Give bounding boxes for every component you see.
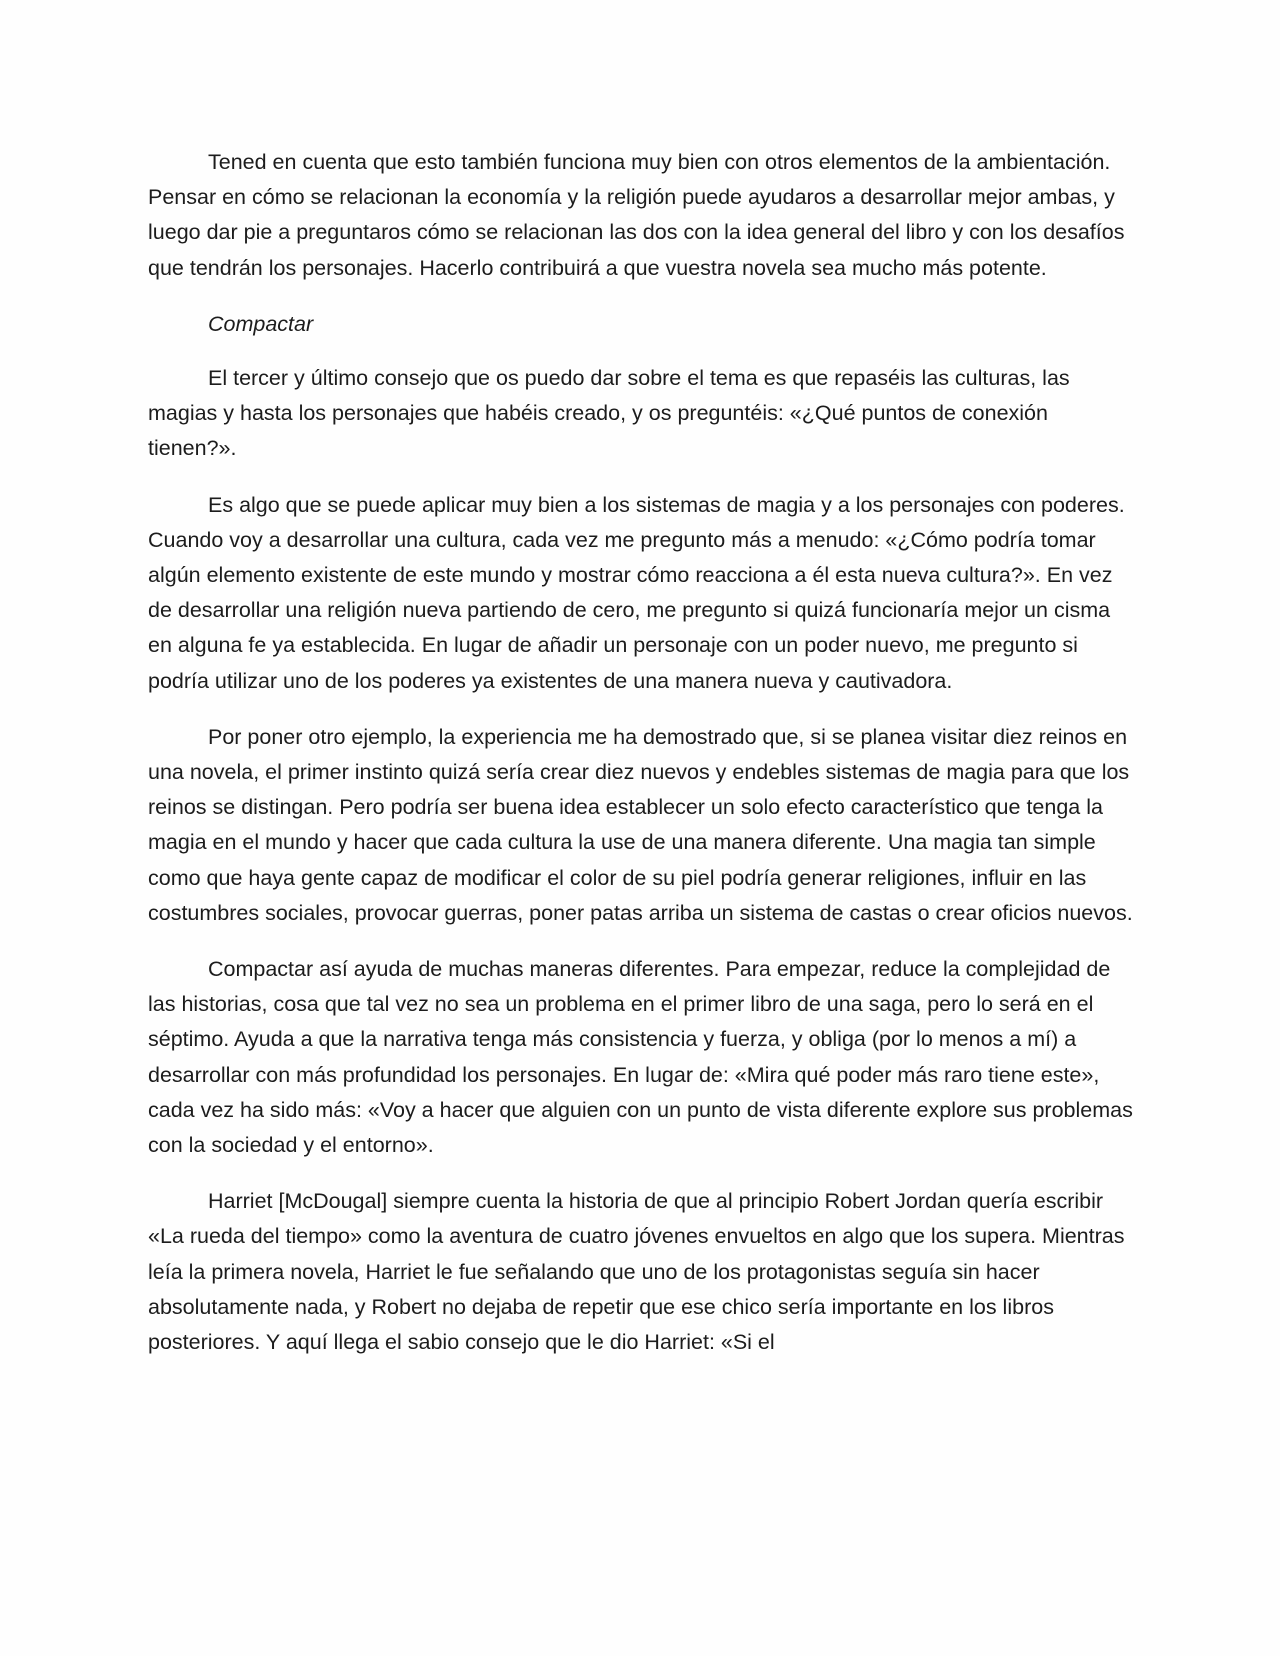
paragraph: Por poner otro ejemplo, la experiencia me ha demostrado que, si se planea visitar diez reinos en una novela, el primer instinto quizá sería crear diez nuevos y endebles sistemas de magia para que los reinos se distingan. Pero podría ser buena idea establecer un solo efecto característico que tenga la magia en el mundo y hacer que cada cultura la use de una manera diferente. Una magia tan simple como que haya gente capaz de modificar el color de su piel podría generar religiones, influir en las costumbres sociales, provocar guerras, poner patas arriba un sistema de castas o crear oficios nuevos. xyxy=(148,724,1133,925)
paragraph: Harriet [McDougal] siempre cuenta la historia de que al principio Robert Jordan quería escribir «La rueda del tiempo» como la aventura de cuatro jóvenes envueltos en algo que los supera. Mientras leía la primera novela, Harriet le fue señalando que uno de los protagonistas seguía sin hacer absolutamente nada, y Robert no dejaba de repetir que ese chico sería importante en los libros posteriores. Y aquí llega el sabio consejo que le dio Harriet: «Si el xyxy=(148,1189,1125,1355)
paragraph: Compactar así ayuda de muchas maneras diferentes. Para empezar, reduce la complejidad de las historias, cosa que tal vez no sea un problema en el primer libro de una saga, pero lo será en el séptimo. Ayuda a que la narrativa tenga más consistencia y fuerza, y obliga (por lo menos a mí) a desarrollar con más profundidad los personajes. En lugar de: «Mira qué poder más raro tiene este», cada vez ha sido más: «Voy a hacer que alguien con un punto de vista diferente explore sus problemas con la sociedad y el entorno». xyxy=(148,957,1133,1158)
paragraph: El tercer y último consejo que os puedo dar sobre el tema es que repaséis las culturas, las magias y hasta los personajes que habéis creado, y os preguntéis: «¿Qué puntos de conexión tienen?». xyxy=(148,366,1070,461)
document-page xyxy=(148,145,1138,1381)
section-heading: Compactar xyxy=(208,311,314,336)
paragraph: Es algo que se puede aplicar muy bien a los sistemas de magia y a los personajes con poderes. Cuando voy a desarrollar una cultura, cada vez me pregunto más a menudo: «¿Cómo podría tomar algún elemento existente de este mundo y mostrar cómo reacciona a él esta nueva cultura?». En vez de desarrollar una religión nueva partiendo de cero, me pregunto si quizá funcionaría mejor un cisma en alguna fe ya establecida. En lugar de añadir un personaje con un poder nuevo, me pregunto si podría utilizar uno de los poderes ya existentes de una manera nueva y cautivadora. xyxy=(148,492,1125,693)
paragraph: Tened en cuenta que esto también funciona muy bien con otros elementos de la ambientación. Pensar en cómo se relacionan la economía y la religión puede ayudaros a desarrollar mejor ambas, y luego dar pie a preguntaros cómo se relacionan las dos con la idea general del libro y con los desafíos que tendrán los personajes. Hacerlo contribuirá a que vuestra novela sea mucho más potente. xyxy=(148,150,1125,280)
